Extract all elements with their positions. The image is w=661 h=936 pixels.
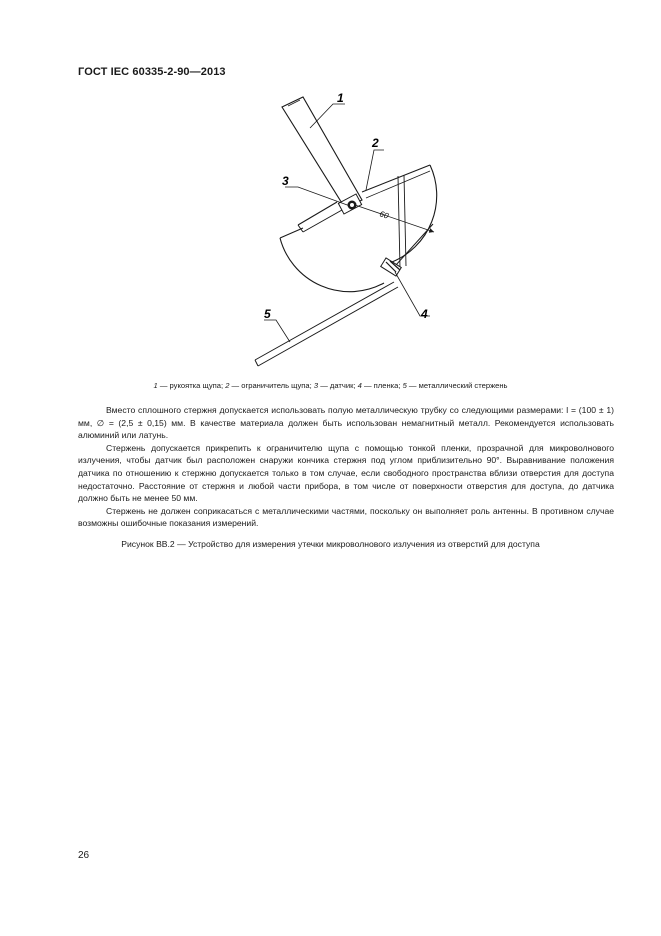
legend-number-3: 3: [313, 381, 319, 390]
callout-1: 1: [337, 91, 344, 105]
paragraph-antenna: Стержень не должен соприкасаться с металлическими частями, поскольку он выполняет роль антенны. В противном случае возможны ошибочные показания измерений.: [78, 505, 614, 529]
dimension-line: [355, 205, 434, 232]
legend-text-2: — ограничитель щупа;: [229, 381, 314, 390]
legend-text-1: — рукоятка щупа;: [157, 381, 226, 390]
legend-number-5: 5: [402, 381, 407, 390]
callout-2: 2: [372, 136, 379, 150]
legend-text-3: — датчик;: [318, 381, 358, 390]
body-text: [78, 404, 614, 530]
probe-drawing: [0, 0, 661, 380]
metal-rod: [255, 282, 398, 366]
probe-handle: [282, 97, 362, 208]
legend-number-2: 2: [225, 381, 230, 390]
page-number: 26: [78, 850, 90, 861]
legend-text-4: — пленка;: [361, 381, 403, 390]
callout-4: 4: [421, 307, 428, 321]
film: [381, 258, 402, 276]
probe-limiter: [280, 165, 437, 292]
paragraph-hollow-tube: Вместо сплошного стержня допускается использовать полую металлическую трубку со следующими размерами: l = (100 ± 1) мм, ∅ = (2,5 ± 0,15) мм. В качестве материала должен быть использован немагнитный металл. Рекомендуется использовать алюминий или латунь.: [78, 405, 614, 441]
legend-number-1: 1: [153, 381, 158, 390]
figure-legend: [0, 381, 661, 390]
legend-text-5: — металлический стержень: [406, 381, 508, 390]
figure-title: Рисунок ВВ.2 — Устройство для измерения утечки микроволнового излучения из отверстий для доступа: [121, 539, 540, 549]
legend-number-4: 4: [357, 381, 362, 390]
callout-3: 3: [282, 174, 289, 188]
dimension-label: 60: [378, 209, 390, 221]
paragraph-film-mounting: Стержень допускается прикрепить к ограничителю щупа с помощью тонкой пленки, прозрачной для микроволнового излучения, чтобы датчик был расположен снаружи кончика стержня под углом приблизительно 90°. Выравнивание положения датчика по отношению к стержню допускается только в том случае, если свободного пространства вблизи отверстия для доступа недостаточно. Расстояние от стержня и любой части прибора, в том числе от поверхности отверстия для доступа, до датчика должно быть не менее 50 мм.: [78, 442, 614, 504]
callout-5: 5: [264, 307, 271, 321]
document-header: ГОСТ IEC 60335-2-90—2013: [78, 66, 226, 78]
